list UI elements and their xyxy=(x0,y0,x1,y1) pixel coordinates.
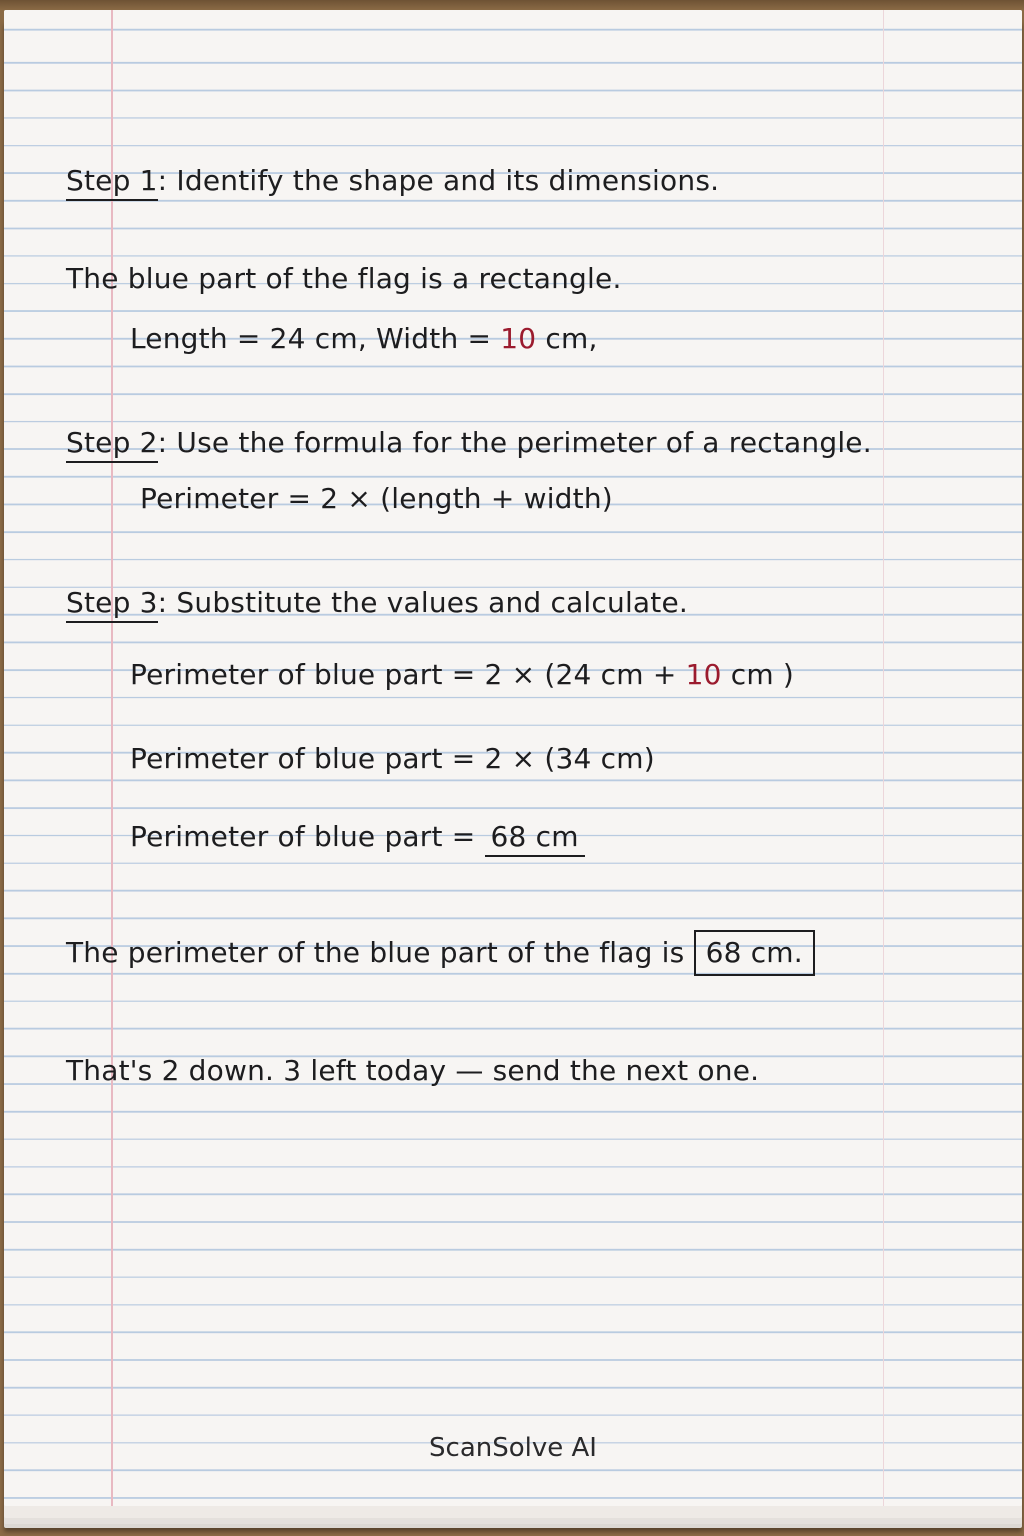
calc-line-2: Perimeter of blue part = 2 × (34 cm) xyxy=(130,742,655,775)
width-value: 10 xyxy=(500,322,537,355)
step3-line xyxy=(66,586,688,619)
progress-note: That's 2 down. 3 left today — send the next one. xyxy=(66,1054,760,1087)
calc-line-3 xyxy=(130,820,585,853)
margin-line xyxy=(111,10,113,1506)
conclusion-text: The perimeter of the blue part of the flag is xyxy=(66,936,694,969)
paper-stack xyxy=(4,10,1022,1518)
calc1-prefix: Perimeter of blue part = 2 × (24 cm + xyxy=(130,658,686,691)
calc-line-1 xyxy=(130,658,794,691)
perimeter-formula: Perimeter = 2 × (length + width) xyxy=(140,482,613,515)
step2-heading: : Use the formula for the perimeter of a rectangle. xyxy=(157,426,872,459)
dimensions-line xyxy=(130,322,598,355)
answer-box: 68 cm. xyxy=(694,930,815,976)
step1-line xyxy=(66,164,719,197)
step1-heading: : Identify the shape and its dimensions. xyxy=(157,164,720,197)
right-margin-line xyxy=(883,10,884,1506)
step3-heading: : Substitute the values and calculate. xyxy=(157,586,688,619)
desk-surface xyxy=(0,0,1024,10)
calc3-result: 68 cm xyxy=(485,820,585,857)
notebook-page xyxy=(4,10,1022,1506)
shape-statement: The blue part of the flag is a rectangle. xyxy=(66,262,622,295)
step1-label: Step 1 xyxy=(66,164,158,201)
brand-footer: ScanSolve AI xyxy=(429,1433,597,1463)
width-unit: cm, xyxy=(536,322,598,355)
conclusion-line xyxy=(66,930,815,976)
step2-line xyxy=(66,426,872,459)
step3-label: Step 3 xyxy=(66,586,158,623)
calc3-prefix: Perimeter of blue part = xyxy=(130,820,485,853)
length-text: Length = 24 cm, Width = xyxy=(130,322,501,355)
calc1-suffix: cm ) xyxy=(721,658,795,691)
calc1-value: 10 xyxy=(685,658,722,691)
step2-label: Step 2 xyxy=(66,426,158,463)
